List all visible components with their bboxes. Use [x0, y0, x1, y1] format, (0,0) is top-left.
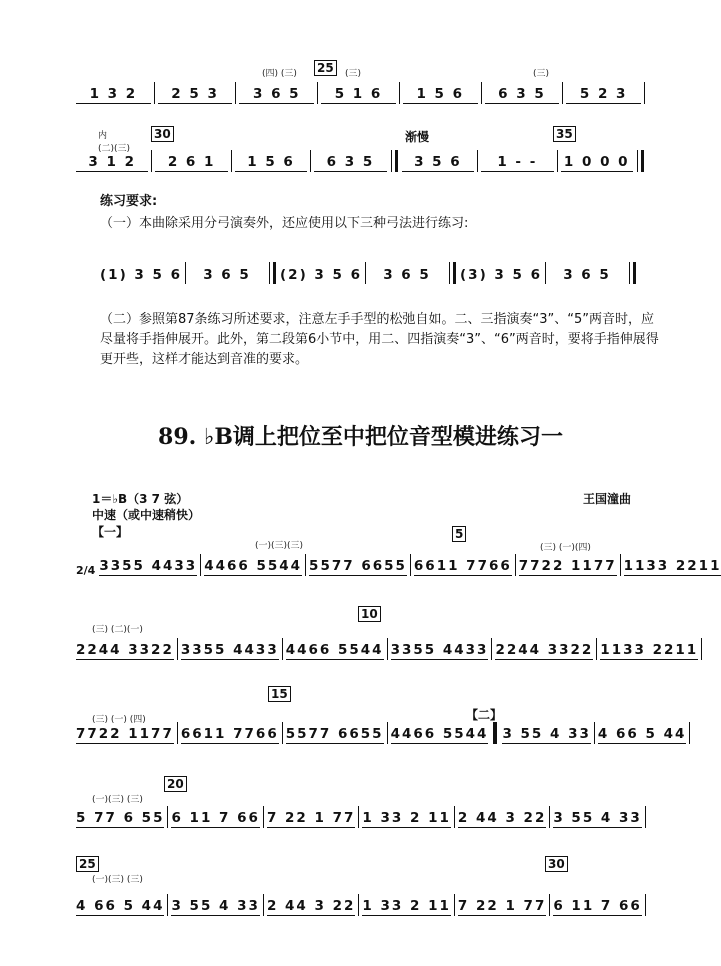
- measure-number-30: 30: [151, 126, 174, 142]
- measure: 3355 4433: [180, 642, 279, 658]
- measure: 3355 4433: [390, 642, 489, 658]
- measure: 5 1 6: [321, 86, 396, 104]
- bowing-example: 3 6 5: [563, 267, 611, 283]
- measure: 2 5 3: [158, 86, 233, 104]
- measure-number-25: 25: [76, 856, 99, 872]
- measure: 5 77 6 55: [76, 810, 165, 826]
- measure-number-20: 20: [164, 776, 187, 792]
- section-2-label: 【二】: [466, 708, 503, 722]
- exercise-title: 89. ♭B调上把位至中把位音型模进练习一: [158, 424, 563, 450]
- measure: 2 6 1: [155, 154, 227, 172]
- measure-number-30: 30: [545, 856, 568, 872]
- fingering-mark: (一)(三) (三): [92, 795, 143, 805]
- bowing-example: 3 6 5: [383, 267, 431, 283]
- fingering-mark: (三): [533, 69, 550, 79]
- measure: 4466 5544: [285, 642, 384, 658]
- bowing-example: (3) 3 5 6: [460, 267, 543, 283]
- measure: 7 22 1 77: [457, 898, 547, 914]
- measure: 3 55 4 33: [553, 810, 642, 826]
- measure: 7722 1177: [76, 726, 174, 742]
- measure: 7722 1177: [518, 558, 617, 574]
- measure: 3 1 2: [76, 154, 148, 172]
- measure-number-10: 10: [358, 606, 381, 622]
- measure-number-25: 25: [314, 60, 337, 76]
- bowing-example: (2) 3 5 6: [280, 267, 363, 283]
- measure: 6 11 7 66: [171, 810, 260, 826]
- fingering-mark: (四) (三): [262, 69, 297, 79]
- fingering-mark: (一)(三)(三): [255, 541, 304, 551]
- measure-number-5: 5: [452, 526, 466, 542]
- bowing-example: 3 6 5: [203, 267, 251, 283]
- exercise-row-5: [76, 896, 648, 916]
- measure: 1 3 2: [76, 86, 151, 104]
- measure: 5 2 3: [566, 86, 641, 104]
- measure: 3 5 6: [402, 154, 474, 172]
- tempo-change: 渐慢: [405, 130, 430, 144]
- measure: 5577 6655: [285, 726, 384, 742]
- measure: 6 3 5: [485, 86, 560, 104]
- measure-number-35: 35: [553, 126, 576, 142]
- fingering-mark: (三) (二)(一): [92, 625, 143, 635]
- measure: 1 - -: [481, 154, 553, 172]
- bowing-example: (1) 3 5 6: [100, 267, 183, 283]
- measure: 6611 7766: [413, 558, 512, 574]
- measure: 2244 3322: [76, 642, 174, 658]
- measure: 2 44 3 22: [457, 810, 547, 826]
- measure: 4466 5544: [390, 726, 489, 742]
- practice-item-2: （二）参照第87条练习所述要求，注意左手手型的松弛自如。二、三指演奏“3”、“5”两音时，应尽量将手指伸展开。此外，第二段第6小节中，用二、四指演奏“3”、“6”两音时，要将手指伸展得更开些，这样才能达到音准的要求。: [100, 312, 659, 367]
- time-signature: 2/4: [76, 564, 96, 577]
- measure: 1 5 6: [403, 86, 478, 104]
- measure: 1 33 2 11: [362, 810, 451, 826]
- measure: 1133 2211: [600, 642, 699, 658]
- score-row-1: [76, 84, 648, 104]
- fingering-mark: (三) (一)(四): [540, 543, 591, 553]
- measure: 4 66 5 44: [76, 898, 165, 914]
- bowing-examples: [100, 264, 640, 284]
- measure: 4466 5544: [204, 558, 303, 574]
- measure: 2 44 3 22: [266, 898, 356, 914]
- key-signature: 1＝♭B（3 7 弦）: [92, 492, 189, 506]
- measure: 6 11 7 66: [553, 898, 642, 914]
- measure: 3355 4433: [99, 558, 198, 574]
- measure: 6 3 5: [314, 154, 386, 172]
- measure: 4 66 5 44: [597, 726, 687, 742]
- measure: 1 33 2 11: [362, 898, 451, 914]
- measure: 3 55 4 33: [502, 726, 591, 742]
- measure: 1 0 0 0: [561, 154, 633, 172]
- practice-item-1: （一）本曲除采用分弓演奏外，还应使用以下三种弓法进行练习:: [100, 216, 469, 231]
- measure: 5577 6655: [309, 558, 407, 574]
- exercise-row-1: [76, 556, 721, 577]
- fingering-mark: (三): [345, 69, 362, 79]
- tempo-marking: 中速（或中速稍快）: [92, 508, 201, 522]
- measure: 2244 3322: [495, 642, 594, 658]
- fingering-mark: (一)(三) (三): [92, 875, 143, 885]
- section-1-label: 【一】: [92, 525, 129, 539]
- practice-heading: 练习要求:: [100, 194, 158, 209]
- fingering-mark: (三) (一) (四): [92, 715, 146, 725]
- measure: 3 6 5: [239, 86, 314, 104]
- measure: 3 55 4 33: [171, 898, 260, 914]
- measure: 7 22 1 77: [266, 810, 356, 826]
- exercise-row-4: [76, 808, 648, 828]
- exercise-row-3: [76, 724, 687, 744]
- composer: 王国潼曲: [583, 492, 632, 506]
- measure: 1 5 6: [235, 154, 307, 172]
- measure: 6611 7766: [180, 726, 279, 742]
- measure-number-15: 15: [268, 686, 291, 702]
- exercise-row-2: [76, 640, 699, 660]
- measure: 1133 2211: [623, 558, 721, 574]
- score-row-2: [76, 152, 648, 172]
- fingering-mark: 内 (二)(三): [98, 131, 131, 154]
